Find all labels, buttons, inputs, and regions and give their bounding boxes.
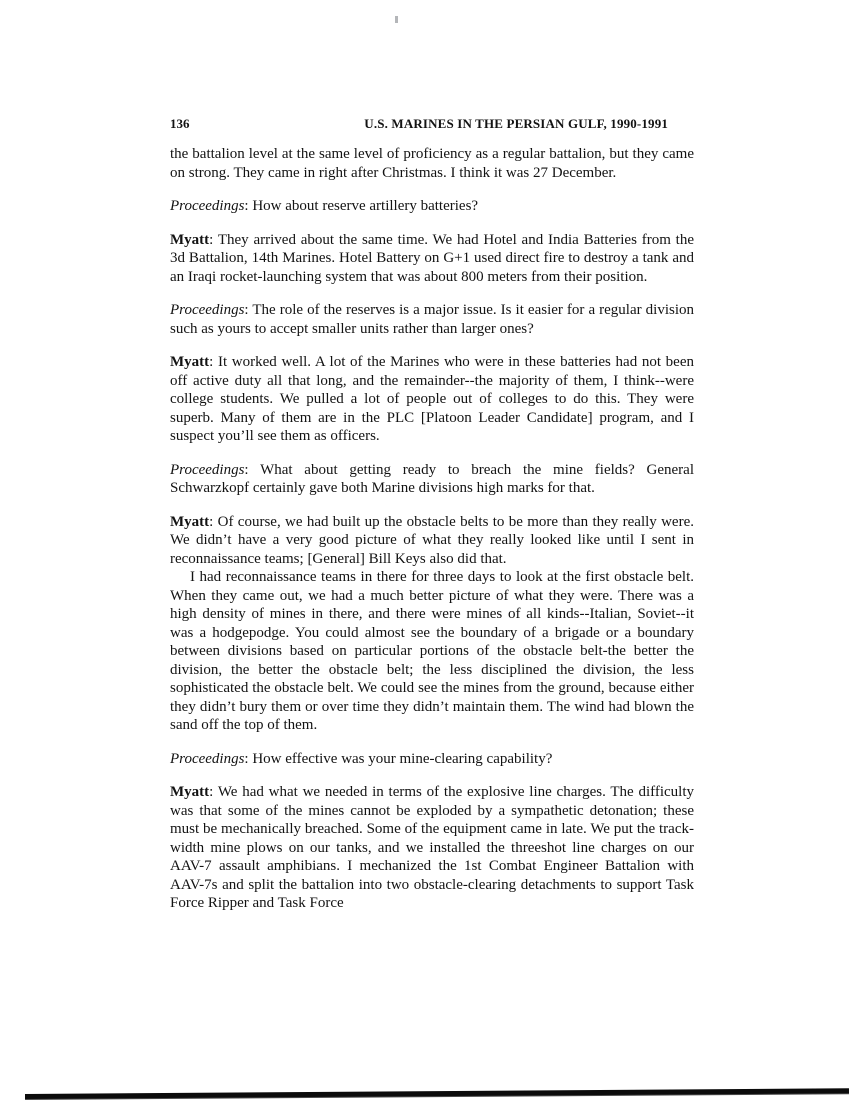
paragraph bbox=[170, 750, 694, 769]
paragraph-text: I had reconnaissance teams in there for three days to look at the first obstacle belt. When they came out, we had a much better picture of what they were. There was a high density of mines in there, and there were mines of all kinds--Italian, Soviet--it was a hodgepodge. You could almost see the boundary of a brigade or a boundary between divisions based on particular portions of the obstacle belt-the better the division, the better the obstacle belt; the less disciplined the division, the less sophisticated the obstacle belt. We could see the mines from the ground, because either they didn’t bury them or over time they didn’t maintain them. The wind had blown the sand off the top of them. bbox=[170, 569, 694, 733]
paragraph bbox=[170, 301, 694, 338]
speaker-label: Proceedings bbox=[170, 750, 245, 767]
paragraph bbox=[170, 231, 694, 287]
paragraph bbox=[170, 353, 694, 446]
paragraph bbox=[170, 145, 694, 182]
scan-speck-artifact bbox=[395, 16, 398, 23]
paragraph-text: : How about reserve artillery batteries? bbox=[244, 198, 479, 214]
paragraph bbox=[170, 568, 694, 735]
running-title: U.S. MARINES IN THE PERSIAN GULF, 1990-1991 bbox=[364, 116, 668, 131]
speaker-label: Proceedings bbox=[170, 302, 245, 318]
paragraph-text: : It worked well. A lot of the Marines who were in these batteries had not been off active duty all that long, and the remainder--the majority of them, I think--were college students. We pulled a lot of people out of colleges to do this. They were superb. Many of them are in the PLC [Platoon Leader Candidate] program, and I suspect you’ll see them as officers. bbox=[170, 354, 694, 444]
speaker-label: Myatt bbox=[170, 513, 210, 530]
paragraph-text: : Of course, we had built up the obstacle belts to be more than they really were. We didn’t have a very good picture of what they really looked like until I sent in reconnaissance teams; [General] Bill Keys also did that. bbox=[170, 513, 694, 567]
paragraph-text: the battalion level at the same level of proficiency as a regular battalion, but they came on strong. They came in right after Christmas. I think it was 27 December. bbox=[170, 146, 694, 181]
paragraph-text: : How effective was your mine-clearing capability? bbox=[244, 750, 553, 767]
paragraph bbox=[170, 783, 694, 913]
speaker-label: Proceedings bbox=[170, 461, 245, 478]
speaker-label: Myatt bbox=[170, 231, 210, 248]
document-page bbox=[170, 116, 694, 913]
scan-edge-artifact bbox=[25, 1088, 849, 1099]
page-number: 136 bbox=[170, 116, 190, 131]
transcript bbox=[170, 145, 694, 913]
paragraph-text: : They arrived about the same time. We had Hotel and India Batteries from the 3d Battalion, 14th Marines. Hotel Battery on G+1 used direct fire to destroy a tank and an Iraqi rocket-launching system that was about 800 meters from their position. bbox=[170, 231, 694, 285]
paragraph-text: : What about getting ready to breach the mine fields? General Schwarzkopf certainly gave both Marine divisions high marks for that. bbox=[170, 461, 694, 496]
speaker-label: Myatt bbox=[170, 784, 210, 800]
speaker-label: Myatt bbox=[170, 354, 210, 370]
paragraph bbox=[170, 461, 694, 498]
paragraph-text: : The role of the reserves is a major issue. Is it easier for a regular division such as yours to accept smaller units rather than larger ones? bbox=[170, 302, 694, 337]
paragraph bbox=[170, 513, 694, 569]
paragraph-text: : We had what we needed in terms of the explosive line charges. The difficulty was that some of the mines cannot be exploded by a sympathetic detonation; these must be mechanically breached. Some of the equipment came in late. We put the track-width mine plows on our tanks, and we installed the threeshot line charges on our AAV-7 assault amphibians. I mechanized the 1st Combat Engineer Battalion with AAV-7s and split the battalion into two obstacle-clearing detachments to support Task Force Ripper and Task Force bbox=[170, 784, 694, 911]
speaker-label: Proceedings bbox=[170, 198, 245, 214]
page-header bbox=[170, 116, 694, 132]
paragraph bbox=[170, 197, 694, 216]
